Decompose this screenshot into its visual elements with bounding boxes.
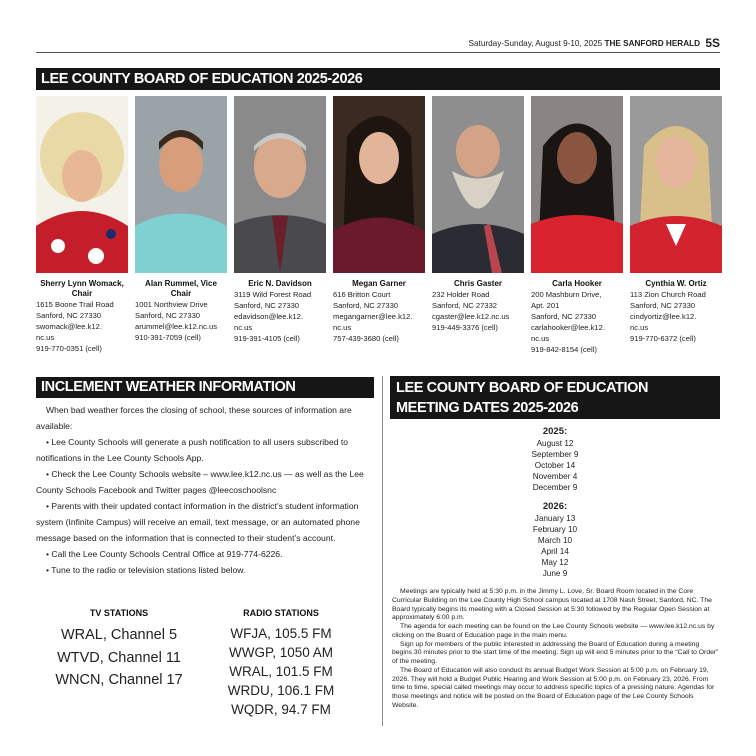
member-info-line: cgaster@lee.k12.nc.us [432,312,510,321]
member-info-line: edavidson@lee.k12. [234,312,303,321]
weather-item: • Call the Lee County Schools Central Office at 919-774-6226. [46,549,283,559]
tv-stations [36,608,202,692]
meeting-date: April 14 [541,547,569,556]
member-info-line: 200 Mashburn Drive, [531,290,602,299]
member-photo [333,96,425,273]
member-name: Carla Hooker [552,279,602,288]
meeting-notes [392,588,720,711]
member-info-line: nc.us [234,323,253,332]
member-info-line: nc.us [531,334,550,343]
meeting-note: Meetings are typically held at 5:30 p.m. in the Jimmy L. Love, Sr. Board Room located in the Core Curricular Building on the Lee County High School campus located at 1708 Nash Street, Sanford, NC. The Board typically begins its meeting with a Closed Session at 5:30 followed by the Regular Open Session at approximately 6:00 p.m. [392,588,712,622]
weather-intro: When bad weather forces the closing of school, these sources of information are available: [36,405,352,431]
meeting-date: December 9 [532,483,578,492]
top-rule [36,52,720,53]
member-info-line: cindyortiz@lee.k12. [630,312,697,321]
member-card [36,96,128,354]
meeting-date: March 10 [537,536,573,545]
year-heading: 2026: [542,501,568,512]
member-photo [135,96,227,273]
meeting-date: October 14 [534,461,576,470]
tv-station: WRAL, Channel 5 [60,627,178,643]
member-info-line: 3119 Wild Forest Road [234,290,312,299]
member-info-line: megangarner@lee.k12. [333,312,413,321]
meeting-note: Sign up for members of the public interested in addressing the Board of Education during a meeting begins 30 minutes prior to the start time of the meeting. Sign up will end 5 minutes prior to the “Call to Order” of the meeting. [392,640,719,665]
meetings-title-line: MEETING DATES 2025-2026 [396,400,579,416]
member-name: Eric N. Davidson [248,279,312,288]
meeting-date: January 13 [534,514,576,523]
member-name: Chris Gaster [453,279,503,288]
stations [36,608,374,748]
meeting-date: February 10 [532,525,578,534]
member-name: Cynthia W. Ortiz [645,279,707,288]
radio-station: WRAL, 101.5 FM [229,664,333,679]
member-name: Sherry Lynn Womack, Chair [40,279,124,298]
member-info-line: 1615 Boone Trail Road [36,300,114,309]
radio-station: WWGP, 1050 AM [228,645,334,660]
member-info-line: 232 Holder Road [432,290,490,299]
weather-body [36,402,374,578]
meeting-dates [470,426,640,579]
paper-name: THE SANFORD HERALD [604,39,701,48]
weather-item: • Parents with their updated contact information in the district’s student information system (Infinite Campus) will receive an email, text message, or an automated phone message based on the information that is connected to their student’s account. [36,501,360,543]
meeting-date: August 12 [536,439,574,448]
member-photo [531,96,623,273]
radio-station: WRDU, 106.1 FM [227,683,335,698]
meeting-date: May 12 [541,558,569,567]
member-info-line: arummel@lee.k12.nc.us [135,322,217,331]
member-info-line: 919-770-6372 (cell) [630,334,696,343]
member-info-line: 1001 Northview Drive [135,300,208,309]
member-info-line: nc.us [36,333,55,342]
member-info-line: swomack@lee.k12. [36,322,102,331]
tv-heading: TV STATIONS [89,608,149,618]
meeting-note: The Board of Education will also conduct its annual Budget Work Session at 5:00 p.m. on February 19, 2026. They will hold a Budget Public Hearing and Work Session at 5:00 p.m. on February 23, 2026. From time to time, special called meetings may occur to address specific topics of a pressing nature. Agendas for those meetings and notice will be posted on the Board of Education page of the Lee County Schools Website. [392,666,715,709]
masthead [36,36,720,50]
member-card [135,96,227,343]
member-info-line: Sanford, NC 27330 [135,311,201,320]
member-card [234,96,326,344]
weather-title: INCLEMENT WEATHER INFORMATION [36,377,374,398]
member-info-line: Sanford, NC 27332 [432,301,498,310]
member-info-line: carlahooker@lee.k12. [531,323,605,332]
weather-item: • Check the Lee County Schools website – www.lee.k12.nc.us — as well as the Lee County Schools Facebook and Twitter pages @leecoschoolsnc [36,469,364,495]
member-card [333,96,425,344]
meeting-date: June 9 [542,569,568,578]
radio-heading: RADIO STATIONS [243,608,319,618]
member-info-line: Sanford, NC 27330 [630,301,696,310]
member-info-line: 919-449-3376 (cell) [432,323,498,332]
member-info-line: nc.us [630,323,649,332]
tv-station: WNCN, Channel 17 [55,672,183,688]
weather-item: • Tune to the radio or television stations listed below. [46,565,246,575]
member-photo [234,96,326,273]
member-info-line: Sanford, NC 27330 [333,301,399,310]
meeting-note: The agenda for each meeting can be found on the Lee County Schools website — www.lee.k12.nc.us by clicking on the Board of Education page in the main menu. [392,623,715,639]
dateline: Saturday-Sunday, August 9-10, 2025 [468,39,603,48]
member-info-line: Sanford, NC 27330 [234,301,300,310]
member-card [432,96,524,333]
column-divider [382,376,383,726]
year-heading: 2025: [542,426,568,437]
member-photo [432,96,524,273]
member-info-line: 616 Britton Court [333,290,391,299]
page-number: 5S [705,36,720,50]
radio-station: WQDR, 94.7 FM [231,702,331,717]
member-info-line: nc.us [333,323,352,332]
member-name: Alan Rummel, Vice Chair [145,279,217,298]
member-photo [630,96,722,273]
member-info-line: 757-439-3680 (cell) [333,334,399,343]
member-name: Megan Garner [352,279,406,288]
meetings-title-line: LEE COUNTY BOARD OF EDUCATION [396,380,649,396]
member-info-line: Sanford, NC 27330 [531,312,597,321]
meeting-date: September 9 [531,450,579,459]
member-info-line: 919-842-8154 (cell) [531,345,597,354]
member-info-line: 910-391-7059 (cell) [135,333,201,342]
meeting-date: November 4 [532,472,578,481]
member-info-line: 113 Zion Church Road [630,290,706,299]
member-info-line: Apt. 201 [531,301,560,310]
member-photo [36,96,128,273]
tv-station: WTVD, Channel 11 [57,649,181,666]
member-info-line: 919-391-4105 (cell) [234,334,300,343]
board-members [36,96,722,361]
radio-stations [216,608,346,719]
weather-item: • Lee County Schools will generate a push notification to all users subscribed to notifications in the Lee County Schools App. [36,437,349,463]
board-title: LEE COUNTY BOARD OF EDUCATION 2025-2026 [36,68,720,90]
member-card [531,96,623,355]
member-info-line: Sanford, NC 27330 [36,311,102,320]
radio-station: WFJA, 105.5 FM [230,626,332,641]
meetings-title [390,376,720,419]
member-info-line: 919-770-0351 (cell) [36,344,102,353]
member-card [630,96,722,344]
